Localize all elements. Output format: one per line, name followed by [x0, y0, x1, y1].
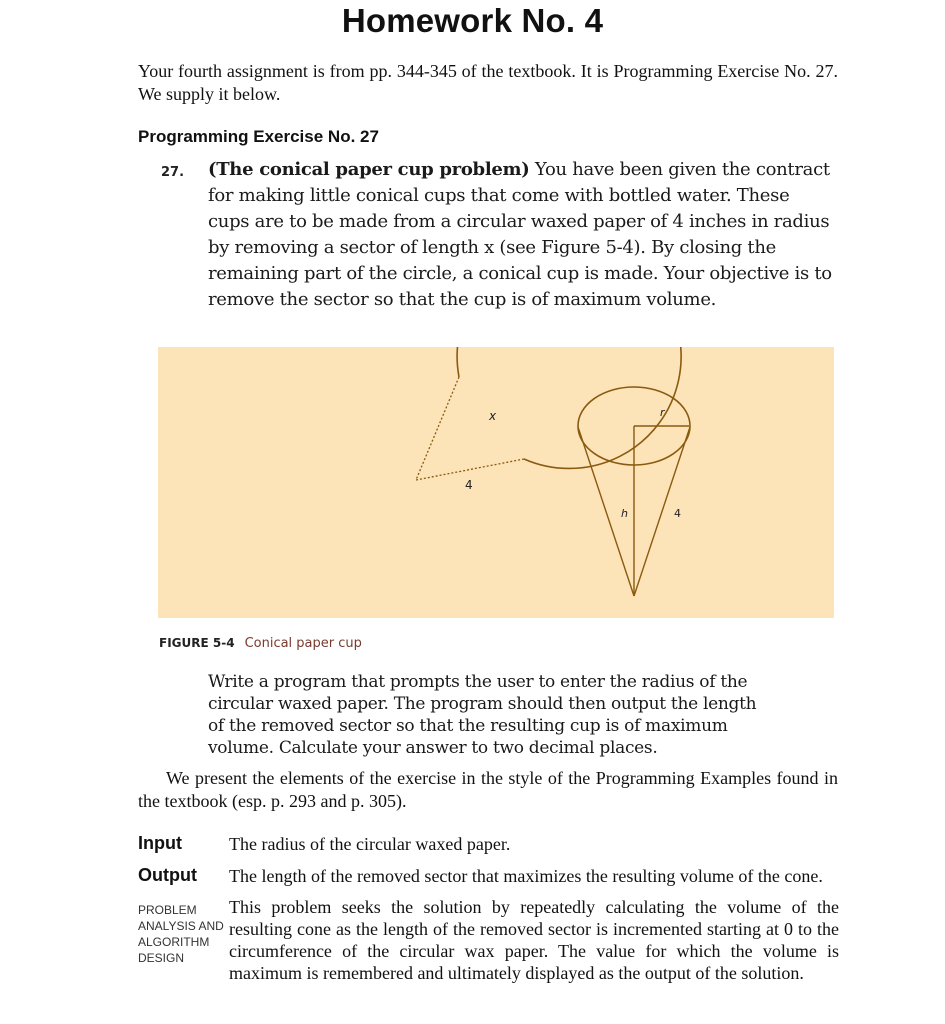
- input-text: The radius of the circular waxed paper.: [229, 834, 511, 854]
- exercise-heading: Programming Exercise No. 27: [138, 127, 379, 146]
- analysis-label: PROBLEM ANALYSIS AND ALGORITHM DESIGN: [138, 903, 224, 965]
- figure-caption-text: Conical paper cup: [244, 636, 362, 651]
- label-slant-4: 4: [674, 507, 681, 520]
- page-title: Homework No. 4: [341, 2, 604, 39]
- input-label: Input: [138, 833, 182, 853]
- figure-caption-label: FIGURE 5-4: [159, 636, 235, 650]
- label-r: r: [660, 406, 665, 419]
- analysis-text: This problem seeks the solution by repeatedly calculating the volume of the resulting cone as the length of the removed sector is incremented starting at 0 to the circumference of the circular wax paper. The value for which the volume is maximum is remembered and ultimately displayed as the output of the solution.: [229, 897, 839, 983]
- intro-paragraph: Your fourth assignment is from pp. 344-345 of the textbook. It is Programming Exercise No. 27. We supply it below.: [138, 61, 838, 104]
- exercise-body: You have been given the contract for making little conical cups that come with bottled water. These cups are to be made from a circular waxed paper of 4 inches in radius by removing a sector of length x (see Figure 5-4). By closing the remaining part of the circle, a conical cup is made. Your objective is to remove the sector so that the cup is of maximum volume.: [208, 159, 832, 310]
- paper-circle-arc: [457, 347, 681, 468]
- exercise-statement: [208, 157, 836, 313]
- sector-edge-lower: [416, 459, 524, 480]
- figure-drawing: [158, 347, 834, 618]
- exercise-prompt: Write a program that prompts the user to enter the radius of the circular waxed paper. The program should then output the length of the removed sector so that the resulting cup is of maximum volume. Calculate your answer to two decimal places.: [208, 672, 757, 758]
- exercise-title: (The conical paper cup problem): [208, 159, 530, 180]
- presentation-paragraph: We present the elements of the exercise in the style of the Programming Examples found in the textbook (esp. p. 293 and p. 305).: [138, 768, 838, 811]
- figure-conical-cup: [158, 347, 834, 618]
- sector-edge-upper: [416, 377, 459, 480]
- output-text: The length of the removed sector that maximizes the resulting volume of the cone.: [229, 866, 823, 886]
- exercise-number: 27.: [161, 165, 185, 180]
- label-x: x: [489, 409, 497, 423]
- label-radius-circle: 4: [465, 478, 473, 492]
- output-label: Output: [138, 865, 197, 885]
- label-h: h: [621, 507, 628, 520]
- cone-side-right: [634, 427, 690, 596]
- figure-caption: [159, 636, 362, 651]
